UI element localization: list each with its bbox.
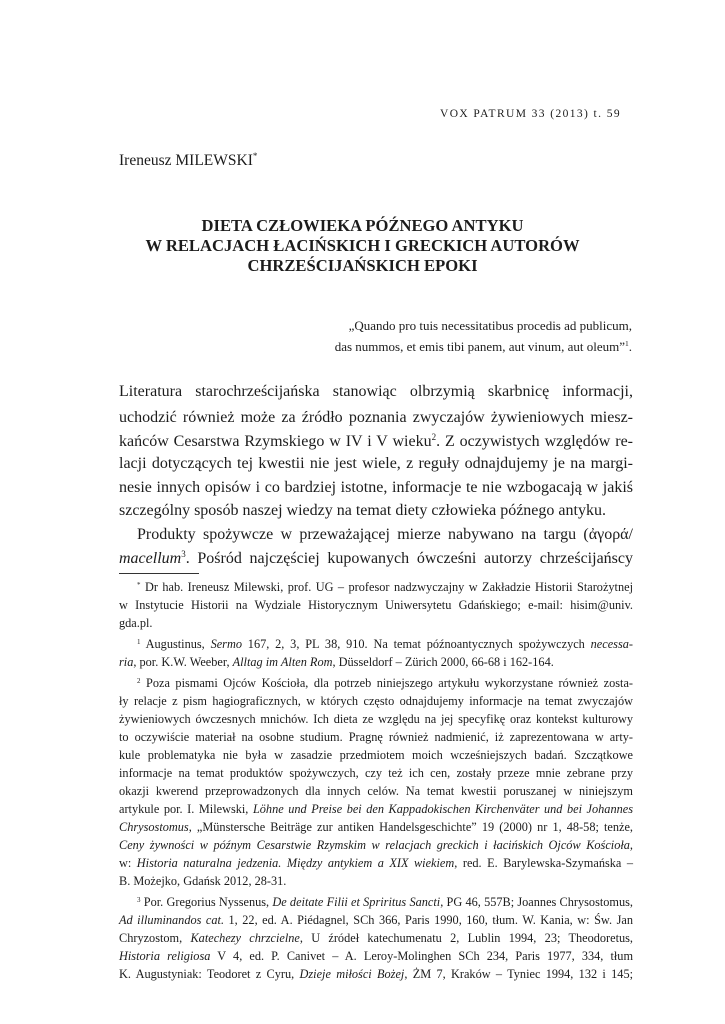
footnote-3-l1c: , PG 46, 557B; Joannes Chrysostomus, xyxy=(440,895,634,909)
body-line-l3b: . Z oczywistych względów re- xyxy=(436,433,633,450)
footnote-2-l9b: , „Münstersche Beiträge zur antiken Handelsgeschichte” 19 (2000) nr 1, 48-58; tenże, xyxy=(188,820,633,834)
footnote-star-line-2: w Instytucie Historii na Wydziale Historycznym Uniwersytetu Gdańskiego; e-mail: hisim@univ. xyxy=(119,598,633,612)
author-footnote-mark[interactable]: * xyxy=(252,151,258,161)
footnote-3-line-2 xyxy=(119,913,633,928)
footnote-2-mark: 2 xyxy=(137,677,141,685)
body-line-l5: nesie innych opisów i co bardziej istotne, informacje te nie wzbogacają w jakiś xyxy=(119,479,633,496)
body-line-l1: Literatura starochrześcijańska stanowiąc olbrzymią skarbnicę informacji, xyxy=(119,383,633,400)
footnote-star-line-3: gda.pl. xyxy=(119,616,153,630)
footnote-1-a: Augustinus, xyxy=(145,637,211,651)
footnote-1-mark: 1 xyxy=(137,638,141,646)
footnote-1-g: Alltag im Alten Rom xyxy=(232,655,333,669)
footnote-3-mark: 3 xyxy=(137,896,141,904)
footnote-2-line-4: to oczywiście materiał na osobne studium. Pragnę również nadmienić, iż zaprezentowana w arty- xyxy=(119,730,633,744)
footnote-3-l1a: Por. Gregorius Nyssenus, xyxy=(143,895,273,909)
footnote-3-l5b: Dzieje miłości Bożej xyxy=(299,967,405,981)
footnote-separator xyxy=(119,573,199,574)
footnote-1-line-1 xyxy=(137,637,633,652)
footnote-2-line-2: ły relacje z pism hagiograficznych, w których często odnajdujemy informacje na temat zwyczajów xyxy=(119,694,633,708)
footnote-2-line-5: kule problematyka nie była w zasadzie przedmiotem moich wcześniejszych badań. Szczątkowe xyxy=(119,748,633,762)
article-title xyxy=(100,216,625,276)
footnote-3-l2a: Ad illuminandos cat. xyxy=(119,913,225,927)
footnote-3-l5c: , ŻM 7, Kraków – Tyniec 1994, 132 i 145; xyxy=(404,967,634,981)
author-name xyxy=(119,151,257,170)
footnote-1-b: Sermo xyxy=(210,637,242,651)
footnote-3-l4a: Historia religiosa xyxy=(119,949,211,963)
footnote-1-line-2 xyxy=(119,655,633,670)
body-line-l7: Produkty spożywcze w przeważającej mierze nabywano na targu (ἀγορά/ xyxy=(137,526,633,543)
title-line-2: W RELACJACH ŁACIŃSKICH I GRECKICH AUTORÓW xyxy=(145,236,580,255)
footnote-3-line-5 xyxy=(119,967,633,982)
footnote-3-l4b: V 4, ed. P. Canivet – A. Leroy-Molinghen SCh 234, Paris 1977, 334, tłum xyxy=(210,949,634,963)
footnote-star-mark: * xyxy=(137,581,141,589)
footnote-3-l3b: Katechezy chrzcielne xyxy=(190,931,300,945)
body-line-l4: lacji dotyczących tej kwestii nie jest wiele, z reguły odnajdujemy je na margi- xyxy=(119,455,633,472)
footnote-ref-2[interactable]: 2 xyxy=(431,432,437,442)
body-line-l8 xyxy=(119,549,633,568)
footnote-1-d: necessa- xyxy=(590,637,633,651)
epigraph xyxy=(260,317,632,355)
footnote-3-line-4 xyxy=(119,949,633,964)
epigraph-end: . xyxy=(628,338,632,354)
footnote-2-line-1 xyxy=(137,676,633,691)
footnote-2-l11b: Historia naturalna jedzenia. Między antykiem a XIX wiekiem xyxy=(136,856,455,870)
footnote-3-l5a: K. Augustyniak: Teodoret z Cyru, xyxy=(119,967,300,981)
footnote-2-l11a: w: xyxy=(119,856,137,870)
journal-header: VOX PATRUM 33 (2013) t. 59 xyxy=(439,108,621,120)
footnote-3-line-1 xyxy=(137,895,633,910)
title-line-3: CHRZEŚCIJAŃSKICH EPOKI xyxy=(247,256,478,275)
footnote-3-l2b: 1, 22, ed. A. Piédagnel, SCh 366, Paris 1990, 160, tłum. W. Kania, w: Św. Jan xyxy=(224,913,633,927)
footnote-2-line-9 xyxy=(119,820,633,835)
footnote-2-line-11 xyxy=(119,856,633,871)
body-line-l2: uchodzić również może za źródło poznania zwyczajów żywieniowych miesz- xyxy=(119,409,633,426)
epigraph-line-1: „Quando pro tuis necessitatibus procedis ad publicum, xyxy=(348,318,632,333)
footnote-star-line-1 xyxy=(137,580,633,595)
footnote-2-line-6: informacje na temat produktów spożywczych, czy też ich cen, zostały przeze mnie zebrane przy xyxy=(119,766,633,780)
body-line-l3a: kańców Cesarstwa Rzymskiego w IV i V wieku xyxy=(119,433,432,450)
footnote-1-h: , Düsseldorf – Zürich 2000, 66-68 i 162-164. xyxy=(332,655,554,669)
footnote-2-l8a: artykule por. I. Milewski, xyxy=(119,802,253,816)
epigraph-line-2-text: das nummos, et emis tibi panem, aut vinum, aut oleum” xyxy=(334,338,625,354)
footnote-2-l8b: Löhne und Preise bei den Kappadokischen Kirchenväter und bei Johannes xyxy=(252,802,633,816)
footnote-star-l1: Dr hab. Ireneusz Milewski, prof. UG – profesor nadzwyczajny w Zakładzie Historii Starożytnej xyxy=(144,580,633,594)
body-line-l8b: . Pośród najczęściej kupowanych ówcześni autorzy chrześcijańscy xyxy=(185,550,633,567)
footnote-ref-3[interactable]: 3 xyxy=(181,549,186,559)
footnote-1-e: ria xyxy=(119,655,134,669)
footnote-2-line-12: B. Możejko, Gdańsk 2012, 28-31. xyxy=(119,874,287,888)
footnote-3-l3a: Chryzostom, xyxy=(119,931,191,945)
body-line-l8a: macellum xyxy=(119,550,182,567)
footnote-2-line-8 xyxy=(119,802,633,817)
author-name-text: Ireneusz MILEWSKI xyxy=(119,152,253,169)
footnote-2-line-3: żywieniowych ówczesnych mnichów. Ich dieta ze względu na jej specyfikę oraz kontekst kulturowy xyxy=(119,712,633,726)
body-line-l3 xyxy=(119,432,633,451)
footnote-3-l3c: , U źródeł katechumenatu 2, Lublin 1994, 23; Theodoretus, xyxy=(299,931,633,945)
footnote-2-line-10: Ceny żywności w późnym Cesarstwie Rzymskim w relacjach greckich i łacińskich Ojców Kościoła, xyxy=(119,838,633,852)
footnote-ref-1[interactable]: 1 xyxy=(625,338,629,348)
body-line-l6: szczególny sposób naszej wiedzy na temat diety człowieka późnego antyku. xyxy=(119,502,606,519)
footnote-3-line-3 xyxy=(119,931,633,946)
footnote-3-l1b: De deitate Filii et Spriritus Sancti xyxy=(272,895,441,909)
footnote-2-line-7: okazji kwerend przeprowadzonych dla innych celów. Na temat kwestii poruszanej w niniejszym xyxy=(119,784,633,798)
epigraph-line-2 xyxy=(260,335,632,356)
footnote-1-c: 167, 2, 3, PL 38, 910. Na temat późnoantycznych spożywczych xyxy=(241,637,591,651)
footnote-2-l9a: Chrysostomus xyxy=(119,820,189,834)
footnote-1-f: , por. K.W. Weeber, xyxy=(133,655,233,669)
footnote-2-l11c: , red. E. Barylewska-Szymańska – xyxy=(454,856,633,870)
footnote-2-l1: Poza pismami Ojców Kościoła, dla potrzeb niniejszego artykułu wykorzystane również zosta- xyxy=(146,676,633,690)
title-line-1: DIETA CZŁOWIEKA PÓŹNEGO ANTYKU xyxy=(201,216,524,235)
